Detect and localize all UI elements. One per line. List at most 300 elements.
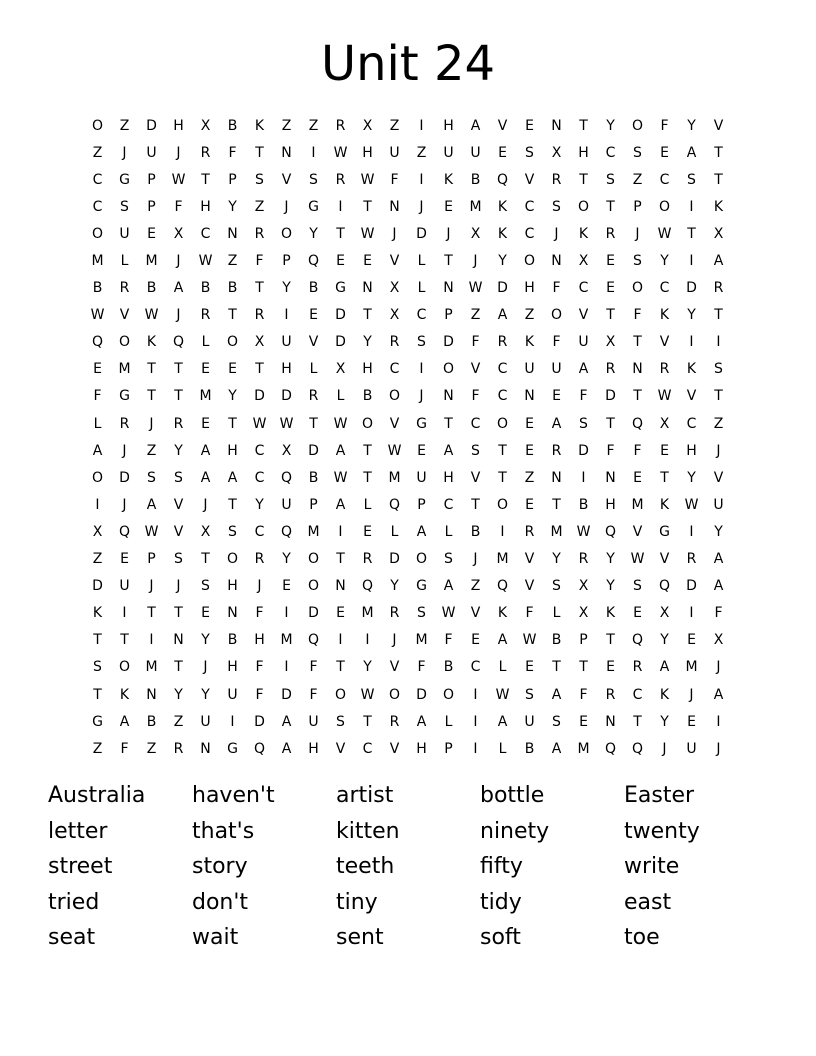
grid-letter: P	[147, 551, 156, 568]
grid-letter: B	[227, 632, 238, 649]
grid-letter: E	[444, 198, 453, 215]
grid-letter: C	[659, 280, 670, 297]
grid-letter: J	[473, 551, 478, 568]
grid-letter: D	[254, 713, 265, 730]
grid-letter: T	[714, 171, 723, 188]
grid-letter: V	[470, 469, 481, 486]
grid-letter: E	[660, 144, 669, 161]
grid-letter: D	[308, 442, 319, 459]
grid-letter: S	[687, 171, 696, 188]
grid-letter: E	[363, 523, 372, 540]
word-list-item: kitten	[336, 818, 400, 844]
grid-letter: Z	[254, 198, 265, 215]
grid-letter: Y	[390, 578, 399, 595]
grid-letter: J	[446, 225, 451, 242]
grid-letter: V	[524, 171, 535, 188]
grid-letter: J	[662, 740, 667, 757]
grid-letter: S	[444, 551, 453, 568]
grid-letter: S	[255, 171, 264, 188]
grid-letter: B	[146, 713, 157, 730]
grid-letter: B	[227, 117, 238, 134]
grid-letter: Z	[92, 144, 103, 161]
grid-letter: A	[173, 280, 184, 297]
grid-letter: L	[444, 523, 453, 540]
grid-row	[84, 247, 732, 274]
grid-letter: J	[122, 442, 127, 459]
word-list-item: Australia	[48, 783, 146, 808]
grid-letter: V	[389, 253, 400, 270]
grid-letter: T	[498, 442, 507, 459]
grid-letter: P	[444, 740, 453, 757]
grid-letter: T	[714, 144, 723, 161]
grid-letter: Y	[687, 469, 696, 486]
grid-letter: W	[360, 686, 375, 703]
grid-letter: T	[444, 415, 453, 432]
word-list-item: soft	[480, 925, 521, 951]
grid-letter: W	[495, 686, 510, 703]
grid-letter: T	[552, 496, 561, 513]
grid-letter: H	[281, 361, 292, 378]
grid-letter: X	[254, 334, 265, 351]
grid-letter: K	[497, 198, 508, 215]
grid-letter: N	[524, 388, 535, 405]
grid-letter: E	[525, 659, 534, 676]
grid-letter: F	[471, 388, 480, 405]
grid-letter: R	[119, 415, 130, 432]
grid-letter: O	[577, 198, 590, 215]
grid-letter: Z	[119, 117, 130, 134]
grid-letter: X	[713, 225, 724, 242]
grid-letter: K	[713, 198, 724, 215]
grid-letter: E	[687, 632, 696, 649]
grid-letter: V	[335, 740, 346, 757]
word-list-item: ninety	[480, 818, 550, 844]
grid-letter: A	[578, 361, 589, 378]
grid-letter: U	[146, 144, 157, 161]
grid-letter: P	[444, 307, 453, 324]
grid-letter: K	[659, 496, 670, 513]
grid-letter: X	[578, 253, 589, 270]
grid-letter: S	[336, 713, 345, 730]
grid-letter: G	[416, 578, 427, 595]
grid-letter: J	[419, 388, 424, 405]
grid-letter: Z	[227, 253, 238, 270]
grid-letter: W	[333, 144, 348, 161]
word-list-item: artist	[336, 783, 394, 808]
grid-letter: M	[280, 632, 293, 649]
grid-letter: F	[444, 632, 453, 649]
grid-letter: J	[176, 253, 181, 270]
grid-letter: I	[716, 334, 721, 351]
grid-letter: W	[657, 225, 672, 242]
grid-letter: H	[416, 740, 427, 757]
grid-letter: E	[606, 280, 615, 297]
grid-letter: G	[659, 523, 670, 540]
grid-letter: R	[308, 388, 319, 405]
grid-letter: R	[605, 686, 616, 703]
grid-letter: C	[470, 659, 481, 676]
grid-letter: A	[281, 740, 292, 757]
grid-letter: I	[284, 659, 289, 676]
grid-letter: E	[417, 442, 426, 459]
grid-letter: Z	[416, 144, 427, 161]
grid-letter: C	[92, 171, 103, 188]
grid-letter: R	[119, 280, 130, 297]
word-list-item: tried	[48, 889, 100, 915]
grid-letter: K	[146, 334, 157, 351]
grid-letter: E	[201, 605, 210, 622]
grid-letter: Y	[228, 388, 237, 405]
grid-letter: V	[632, 523, 643, 540]
grid-letter: A	[551, 686, 562, 703]
grid-letter: Q	[91, 334, 104, 351]
grid-letter: Q	[604, 740, 617, 757]
grid-letter: V	[524, 578, 535, 595]
grid-letter: J	[149, 578, 154, 595]
grid-letter: T	[201, 171, 210, 188]
grid-letter: I	[500, 523, 505, 540]
grid-letter: X	[335, 361, 346, 378]
grid-letter: G	[227, 740, 238, 757]
grid-letter: J	[203, 659, 208, 676]
grid-letter: T	[255, 280, 264, 297]
grid-letter: E	[606, 253, 615, 270]
grid-letter: A	[713, 686, 724, 703]
grid-letter: R	[578, 551, 589, 568]
grid-letter: Z	[173, 713, 184, 730]
grid-letter: O	[334, 686, 347, 703]
grid-letter: A	[713, 551, 724, 568]
grid-letter: Q	[253, 740, 266, 757]
grid-letter: A	[713, 578, 724, 595]
grid-letter: Q	[280, 469, 293, 486]
grid-letter: S	[309, 171, 318, 188]
grid-letter: Z	[308, 117, 319, 134]
grid-letter: Y	[498, 253, 507, 270]
grid-letter: O	[442, 686, 455, 703]
word-list-item: toe	[624, 925, 660, 951]
word-list-item: story	[192, 854, 248, 880]
grid-letter: U	[227, 686, 238, 703]
grid-letter: H	[362, 144, 373, 161]
grid-letter: T	[579, 171, 588, 188]
grid-letter: V	[308, 334, 319, 351]
grid-letter: L	[417, 253, 426, 270]
grid-letter: E	[552, 388, 561, 405]
grid-letter: K	[605, 605, 616, 622]
grid-letter: T	[228, 415, 237, 432]
grid-letter: O	[631, 117, 644, 134]
grid-letter: T	[309, 415, 318, 432]
grid-letter: K	[443, 171, 454, 188]
grid-letter: B	[470, 171, 481, 188]
grid-letter: E	[201, 415, 210, 432]
grid-row	[84, 302, 732, 329]
grid-row	[84, 329, 732, 356]
grid-row	[84, 220, 732, 247]
grid-letter: E	[471, 632, 480, 649]
grid-letter: D	[254, 388, 265, 405]
grid-letter: O	[118, 659, 131, 676]
grid-letter: H	[578, 144, 589, 161]
grid-letter: D	[605, 388, 616, 405]
grid-letter: S	[417, 334, 426, 351]
grid-letter: Y	[687, 307, 696, 324]
page-title: Unit 24	[320, 36, 496, 92]
grid-letter: I	[149, 632, 154, 649]
grid-letter: V	[524, 551, 535, 568]
grid-letter: Z	[389, 117, 400, 134]
grid-letter: J	[149, 415, 154, 432]
grid-letter: D	[119, 469, 130, 486]
grid-letter: I	[689, 334, 694, 351]
grid-letter: K	[254, 117, 265, 134]
grid-letter: R	[200, 307, 211, 324]
grid-letter: I	[284, 605, 289, 622]
grid-letter: D	[416, 225, 427, 242]
grid-letter: H	[686, 442, 697, 459]
grid-letter: E	[201, 361, 210, 378]
grid-letter: V	[119, 307, 130, 324]
grid-letter: H	[227, 442, 238, 459]
word-list-item: that's	[192, 818, 255, 844]
grid-letter: L	[120, 253, 129, 270]
grid-letter: T	[363, 442, 372, 459]
grid-letter: I	[419, 361, 424, 378]
grid-letter: M	[307, 523, 320, 540]
grid-letter: V	[173, 496, 184, 513]
grid-letter: E	[147, 225, 156, 242]
grid-letter: E	[282, 578, 291, 595]
grid-letter: S	[201, 578, 210, 595]
grid-letter: C	[497, 361, 508, 378]
grid-row	[84, 654, 732, 681]
grid-letter: D	[335, 307, 346, 324]
grid-letter: N	[551, 469, 562, 486]
grid-letter: E	[525, 117, 534, 134]
grid-row	[84, 681, 732, 708]
grid-letter: M	[118, 361, 131, 378]
grid-letter: T	[174, 361, 183, 378]
grid-letter: S	[552, 198, 561, 215]
grid-letter: A	[416, 523, 427, 540]
grid-letter: N	[200, 740, 211, 757]
word-list	[48, 778, 768, 956]
grid-letter: K	[119, 686, 130, 703]
grid-letter: J	[392, 225, 397, 242]
grid-letter: I	[419, 117, 424, 134]
grid-letter: J	[176, 144, 181, 161]
grid-letter: W	[333, 469, 348, 486]
grid-letter: X	[659, 605, 670, 622]
grid-row	[84, 573, 732, 600]
grid-letter: M	[685, 659, 698, 676]
grid-letter: Z	[92, 740, 103, 757]
grid-letter: R	[551, 171, 562, 188]
grid-letter: U	[200, 713, 211, 730]
word-list-item: sent	[336, 925, 384, 951]
grid-letter: C	[416, 307, 427, 324]
grid-letter: Y	[282, 551, 291, 568]
grid-letter: P	[309, 496, 318, 513]
grid-letter: O	[361, 415, 374, 432]
grid-letter: Q	[280, 523, 293, 540]
grid-letter: W	[90, 307, 105, 324]
grid-letter: F	[309, 686, 318, 703]
grid-letter: H	[173, 117, 184, 134]
grid-letter: N	[443, 280, 454, 297]
grid-letter: M	[145, 659, 158, 676]
grid-letter: C	[605, 144, 616, 161]
grid-letter: W	[144, 523, 159, 540]
grid-letter: X	[200, 523, 211, 540]
grid-letter: I	[338, 632, 343, 649]
grid-letter: C	[686, 415, 697, 432]
grid-letter: R	[686, 551, 697, 568]
grid-letter: F	[255, 659, 264, 676]
grid-letter: O	[415, 551, 428, 568]
grid-letter: E	[579, 713, 588, 730]
grid-letter: T	[714, 307, 723, 324]
grid-letter: E	[687, 713, 696, 730]
grid-letter: P	[633, 198, 642, 215]
grid-letter: W	[144, 307, 159, 324]
grid-letter: L	[309, 361, 318, 378]
grid-letter: R	[605, 361, 616, 378]
grid-letter: C	[254, 469, 265, 486]
grid-letter: R	[173, 415, 184, 432]
grid-letter: F	[633, 442, 642, 459]
grid-letter: E	[309, 307, 318, 324]
grid-letter: I	[689, 523, 694, 540]
grid-letter: A	[335, 496, 346, 513]
grid-letter: R	[254, 225, 265, 242]
grid-row	[84, 546, 732, 573]
grid-letter: A	[497, 307, 508, 324]
grid-letter: O	[307, 551, 320, 568]
grid-letter: V	[281, 171, 292, 188]
grid-letter: F	[606, 442, 615, 459]
grid-letter: V	[686, 388, 697, 405]
grid-letter: Y	[228, 198, 237, 215]
grid-letter: V	[470, 605, 481, 622]
grid-letter: F	[417, 659, 426, 676]
grid-letter: W	[198, 253, 213, 270]
grid-letter: O	[388, 388, 401, 405]
grid-letter: O	[118, 334, 131, 351]
grid-letter: H	[605, 496, 616, 513]
grid-letter: O	[91, 225, 104, 242]
word-list-item: street	[48, 854, 113, 880]
grid-letter: X	[389, 280, 400, 297]
grid-letter: N	[443, 388, 454, 405]
grid-letter: R	[362, 551, 373, 568]
grid-letter: W	[522, 632, 537, 649]
grid-letter: L	[363, 496, 372, 513]
grid-letter: Y	[363, 659, 372, 676]
grid-letter: U	[119, 225, 130, 242]
grid-letter: X	[200, 117, 211, 134]
grid-letter: Q	[604, 523, 617, 540]
grid-letter: G	[92, 713, 103, 730]
grid-letter: Z	[470, 578, 481, 595]
grid-letter: Q	[631, 740, 644, 757]
grid-letter: K	[524, 334, 535, 351]
grid-letter: H	[308, 740, 319, 757]
grid-letter: Q	[631, 415, 644, 432]
grid-letter: C	[254, 523, 265, 540]
grid-row	[84, 627, 732, 654]
grid-letter: Z	[281, 117, 292, 134]
grid-letter: N	[335, 578, 346, 595]
grid-letter: O	[442, 361, 455, 378]
grid-letter: B	[308, 469, 319, 486]
grid-letter: T	[633, 388, 642, 405]
grid-letter: A	[281, 713, 292, 730]
grid-letter: G	[119, 171, 130, 188]
grid-letter: F	[255, 686, 264, 703]
grid-letter: B	[551, 632, 562, 649]
grid-letter: I	[419, 171, 424, 188]
grid-letter: O	[280, 225, 293, 242]
grid-letter: U	[308, 713, 319, 730]
grid-letter: R	[335, 117, 346, 134]
grid-letter: R	[200, 144, 211, 161]
grid-row	[84, 437, 732, 464]
grid-letter: S	[174, 469, 183, 486]
grid-letter: B	[146, 280, 157, 297]
grid-letter: M	[469, 198, 482, 215]
grid-letter: F	[120, 740, 129, 757]
grid-row	[84, 491, 732, 518]
grid-letter: Y	[606, 117, 615, 134]
word-list-item: fifty	[480, 854, 523, 880]
grid-letter: C	[92, 198, 103, 215]
grid-letter: U	[470, 144, 481, 161]
grid-letter: A	[92, 442, 103, 459]
grid-letter: E	[93, 361, 102, 378]
grid-letter: Y	[174, 442, 183, 459]
grid-letter: R	[605, 225, 616, 242]
grid-row	[84, 410, 732, 437]
grid-letter: D	[281, 388, 292, 405]
grid-letter: R	[551, 442, 562, 459]
grid-letter: Y	[714, 523, 723, 540]
grid-row	[84, 112, 732, 139]
word-list-item: teeth	[336, 854, 395, 880]
word-list-item: haven't	[192, 783, 275, 808]
grid-letter: M	[415, 632, 428, 649]
grid-letter: A	[686, 144, 697, 161]
grid-letter: F	[552, 334, 561, 351]
grid-letter: C	[578, 280, 589, 297]
grid-letter: S	[633, 253, 642, 270]
grid-letter: M	[145, 253, 158, 270]
grid-letter: R	[632, 659, 643, 676]
grid-letter: T	[363, 307, 372, 324]
grid-letter: K	[578, 225, 589, 242]
grid-letter: Q	[658, 578, 671, 595]
grid-letter: H	[362, 361, 373, 378]
grid-letter: Q	[496, 578, 509, 595]
grid-letter: D	[578, 442, 589, 459]
grid-letter: Z	[713, 415, 724, 432]
grid-letter: J	[284, 198, 289, 215]
grid-letter: O	[307, 578, 320, 595]
grid-row	[84, 464, 732, 491]
grid-letter: F	[228, 144, 237, 161]
grid-letter: H	[227, 578, 238, 595]
